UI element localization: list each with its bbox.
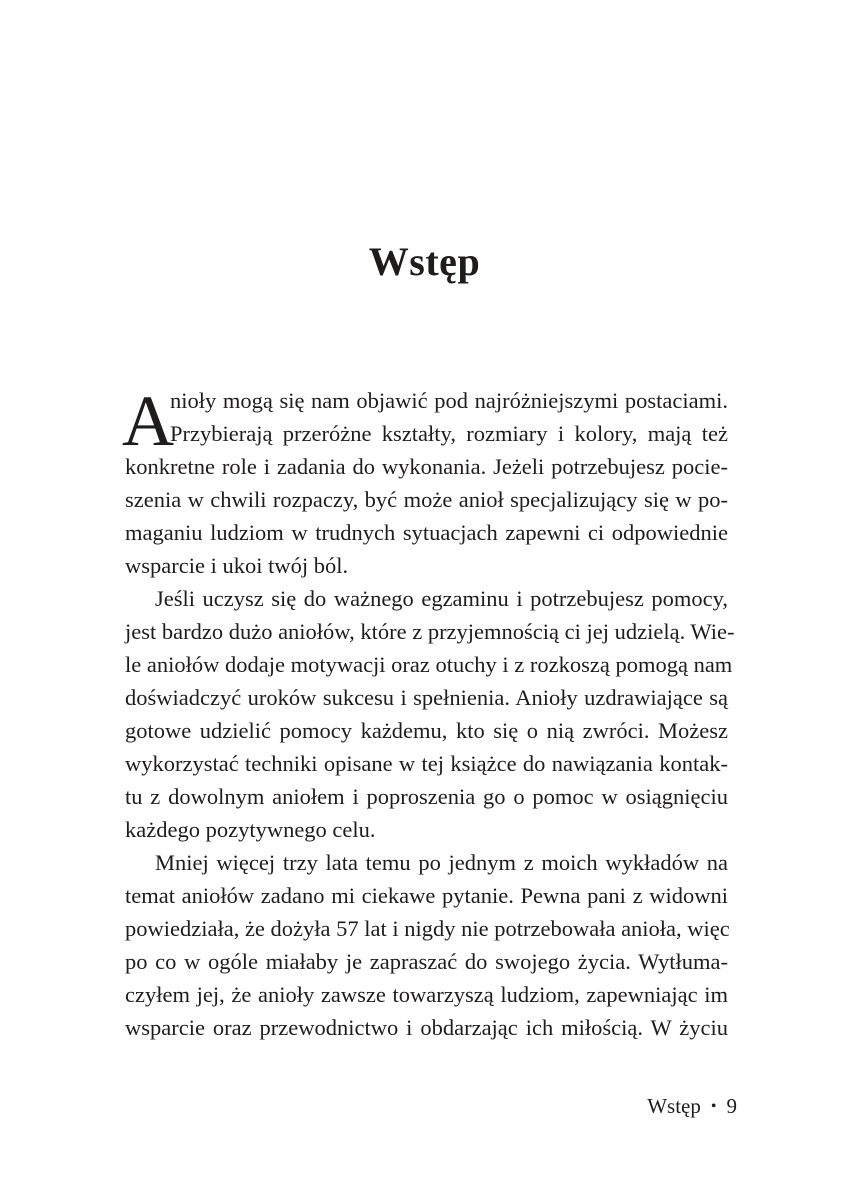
page-footer [647,1094,737,1119]
text-line: jest bardzo dużo aniołów, które z przyjemnością ci jej udzielą. Wie- [125,619,735,644]
text-line: Przybierają przeróżne kształty, rozmiary i kolory, mają też [170,421,728,446]
text-line: nioły mogą się nam objawić pod najróżniejszymi postaciami. [170,388,728,413]
text-line: gotowe udzielić pomocy każdemu, kto się o nią zwróci. Możesz [125,718,728,743]
chapter-body [122,381,735,1044]
text-line: konkretne role i zadania do wykonania. Jeżeli potrzebujesz pocie- [125,454,728,479]
text-line: wsparcie oraz przewodnictwo i obdarzając ich miłością. W życiu [125,1015,728,1040]
paragraph-3 [125,846,728,1044]
text-line: doświadczyć uroków sukcesu i spełnienia. Anioły uzdrawiające są [125,685,728,710]
chapter-title: Wstęp [368,239,481,284]
text-line: każdego pozytywnego celu. [125,817,376,842]
bullet-separator: • [710,1098,717,1115]
text-line: tu z dowolnym aniołem i poproszenia go o pomoc w osiągnięciu [125,784,728,809]
text-line: powiedziała, że dożyła 57 lat i nigdy nie potrzebowała anioła, więc [125,916,730,941]
text-line: wsparcie i ukoi twój ból. [125,553,349,578]
page-number: 9 [726,1094,737,1118]
drop-cap: A [122,381,174,461]
text-line: szenia w chwili rozpaczy, być może anioł specjalizujący się w po- [125,487,728,512]
text-line: maganiu ludziom w trudnych sytuacjach zapewni ci odpowiednie [125,520,728,545]
text-line: Mniej więcej trzy lata temu po jednym z moich wykładów na [155,850,728,875]
text-line: czyłem jej, że anioły zawsze towarzyszą ludziom, zapewniając im [125,982,728,1007]
text-line: le aniołów dodaje motywacji oraz otuchy i z rozkoszą pomogą nam [125,652,733,677]
text-line: temat aniołów zadano mi ciekawe pytanie. Pewna pani z widowni [125,883,728,908]
text-line: po co w ogóle miałaby je zapraszać do swojego życia. Wytłuma- [125,949,728,974]
paragraph-2 [125,582,735,846]
paragraph-1 [125,384,728,582]
text-line: Jeśli uczysz się do ważnego egzaminu i potrzebujesz pomocy, [155,586,728,611]
text-line: wykorzystać techniki opisane w tej książce do nawiązania kontak- [125,751,728,776]
running-head: Wstęp [647,1094,701,1118]
